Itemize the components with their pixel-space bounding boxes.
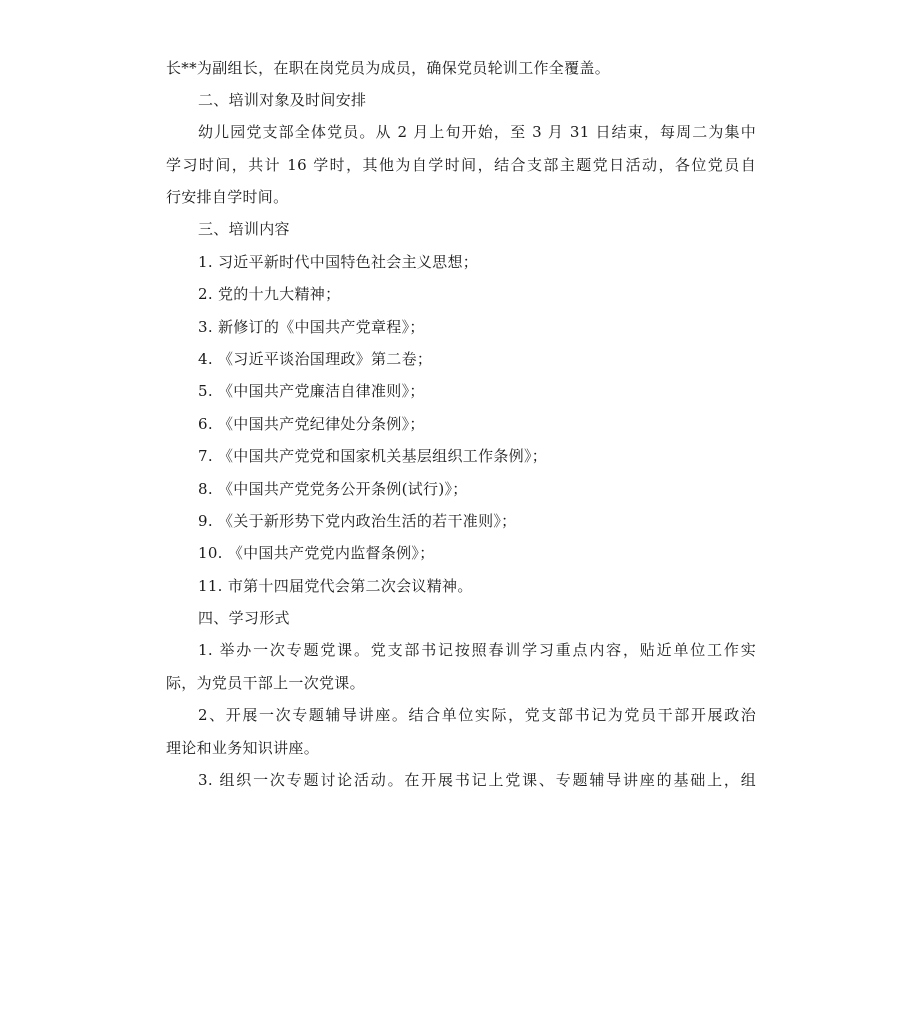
section-heading-4: 四、学习形式 bbox=[198, 609, 290, 627]
list-item: 7. 《中国共产党党和国家机关基层组织工作条例》； bbox=[198, 447, 548, 465]
text-line: 行安排自学时间。 bbox=[166, 188, 289, 206]
text-line: 3. 组织一次专题讨论活动。在开展书记上党课、专题辅导讲座的基础上，组 bbox=[198, 771, 756, 789]
list-item: 10. 《中国共产党党内监督条例》； bbox=[198, 544, 435, 562]
list-item: 9. 《关于新形势下党内政治生活的若干准则》； bbox=[198, 512, 517, 530]
list-item: 8. 《中国共产党党务公开条例(试行)》； bbox=[198, 480, 468, 498]
section-heading-3: 三、培训内容 bbox=[198, 220, 290, 238]
list-item: 4. 《习近平谈治国理政》第二卷； bbox=[198, 350, 433, 368]
text-line: 长**为副组长，在职在岗党员为成员，确保党员轮训工作全覆盖。 bbox=[166, 59, 611, 77]
list-item: 2. 党的十九大精神； bbox=[198, 285, 341, 303]
text-line: 1. 举办一次专题党课。党支部书记按照春训学习重点内容，贴近单位工作实 bbox=[198, 641, 756, 659]
list-item: 1. 习近平新时代中国特色社会主义思想； bbox=[198, 253, 479, 271]
text-line: 学习时间，共计 16 学时，其他为自学时间，结合支部主题党日活动，各位党员自 bbox=[166, 156, 756, 174]
text-line: 幼儿园党支部全体党员。从 2 月上旬开始，至 3 月 31 日结束，每周二为集中 bbox=[198, 123, 756, 141]
list-item: 11. 市第十四届党代会第二次会议精神。 bbox=[198, 577, 473, 595]
text-line: 际，为党员干部上一次党课。 bbox=[166, 674, 365, 692]
list-item: 3. 新修订的《中国共产党章程》； bbox=[198, 318, 425, 336]
list-item: 5. 《中国共产党廉洁自律准则》； bbox=[198, 382, 425, 400]
section-heading-2: 二、培训对象及时间安排 bbox=[198, 91, 367, 109]
text-line: 2、开展一次专题辅导讲座。结合单位实际，党支部书记为党员干部开展政治 bbox=[198, 706, 756, 724]
text-line: 理论和业务知识讲座。 bbox=[166, 739, 320, 757]
list-item: 6. 《中国共产党纪律处分条例》； bbox=[198, 415, 425, 433]
